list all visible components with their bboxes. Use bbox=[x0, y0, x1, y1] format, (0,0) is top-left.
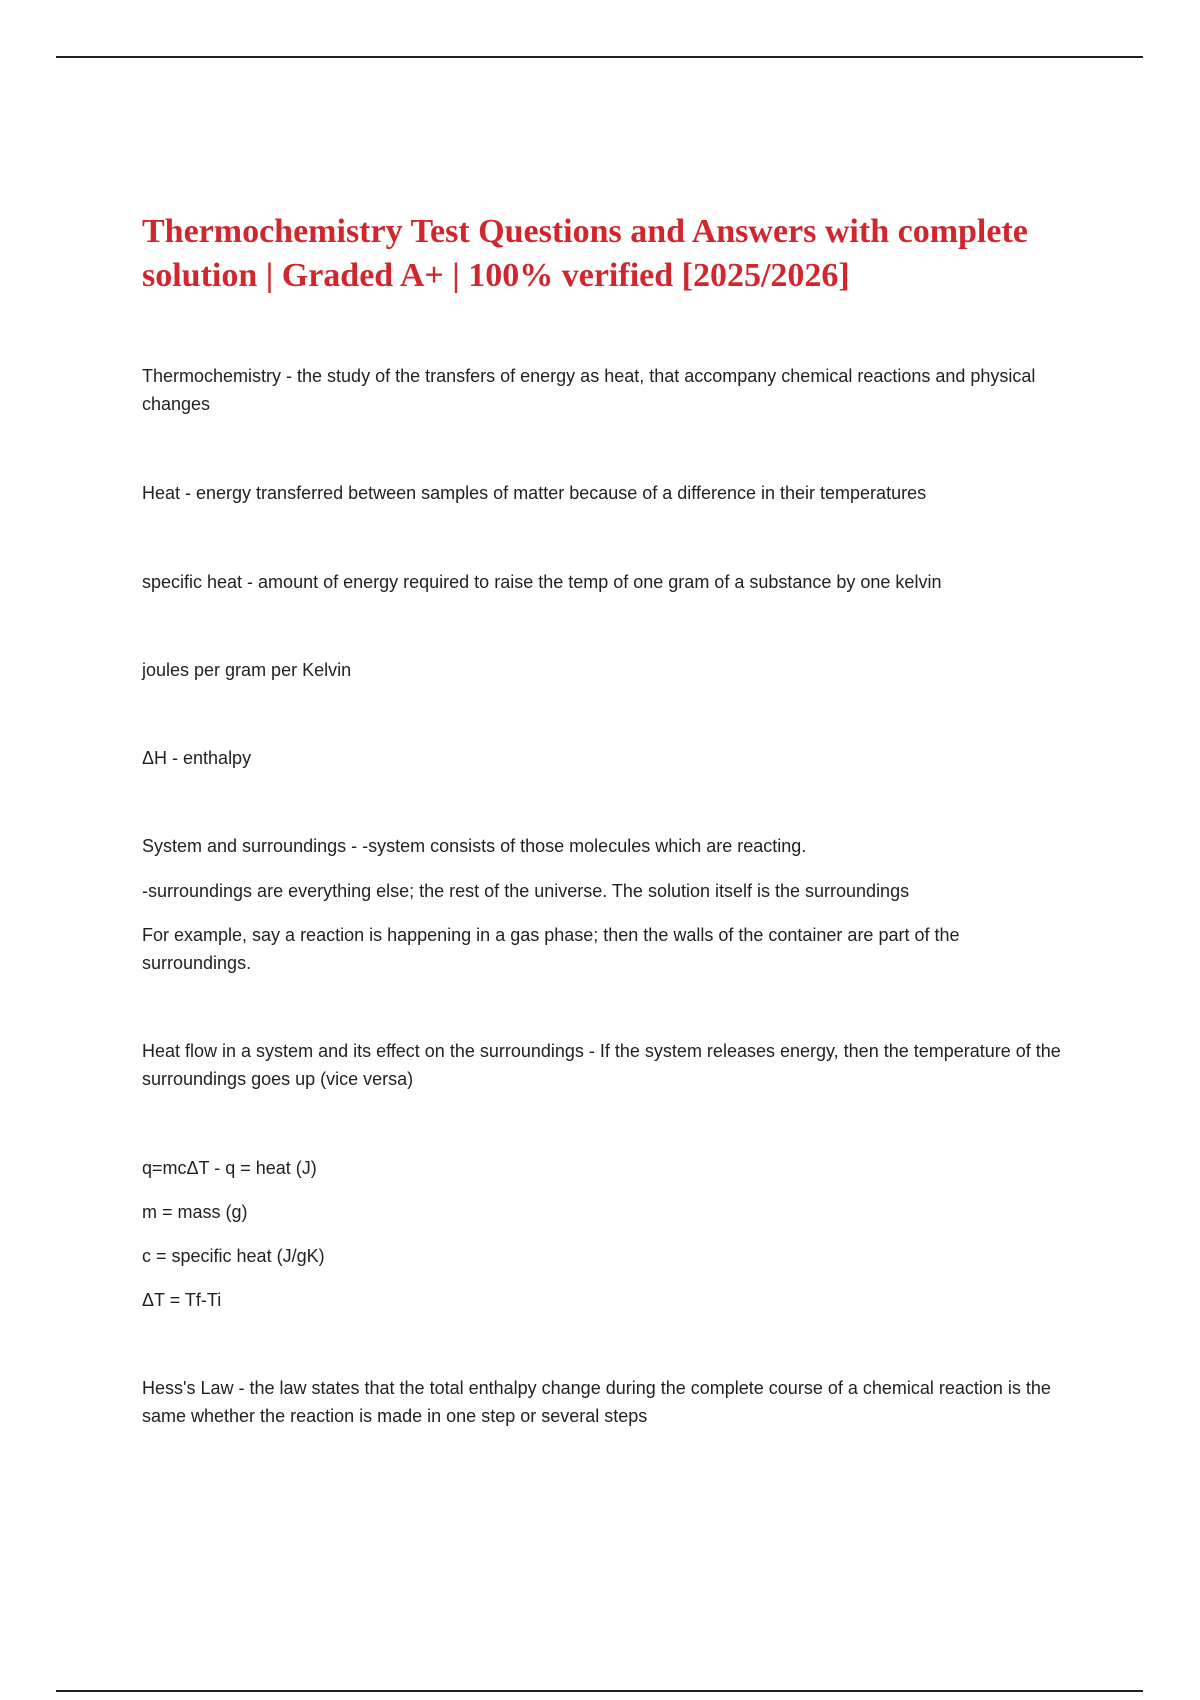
entry-delta-t: ΔT = Tf-Ti bbox=[142, 1290, 222, 1310]
entry-heat: Heat - energy transferred between samples of matter because of a difference in their temperatures bbox=[142, 483, 927, 503]
entry-thermochemistry: Thermochemistry - the study of the transfers of energy as heat, that accompany chemical reactions and physical changes bbox=[142, 366, 1036, 414]
entry-enthalpy: ΔH - enthalpy bbox=[142, 748, 252, 768]
entry-units: joules per gram per Kelvin bbox=[142, 660, 352, 680]
entry-mass: m = mass (g) bbox=[142, 1202, 248, 1222]
entry-hess-law: Hess's Law - the law states that the total enthalpy change during the complete course of a chemical reaction is the same whether the reaction is made in one step or several steps bbox=[142, 1378, 1051, 1426]
entry-example: For example, say a reaction is happening in a gas phase; then the walls of the container are part of the surroundings. bbox=[142, 925, 960, 973]
entry-surroundings-detail: -surroundings are everything else; the rest of the universe. The solution itself is the surroundings bbox=[142, 881, 910, 901]
entry-specific-heat: specific heat - amount of energy required to raise the temp of one gram of a substance by one kelvin bbox=[142, 572, 942, 592]
entry-specific-heat-unit: c = specific heat (J/gK) bbox=[142, 1246, 325, 1266]
entry-system-surroundings: System and surroundings - -system consists of those molecules which are reacting. bbox=[142, 836, 807, 856]
footer-rule bbox=[56, 1690, 1143, 1692]
document-title: Thermochemistry Test Questions and Answers with complete solution | Graded A+ | 100% verified [2025/2026] bbox=[142, 213, 1028, 294]
entry-formula: q=mcΔT - q = heat (J) bbox=[142, 1158, 317, 1178]
header-rule bbox=[56, 56, 1143, 58]
entry-heat-flow: Heat flow in a system and its effect on the surroundings - If the system releases energy, then the temperature of the surroundings goes up (vice versa) bbox=[142, 1041, 1061, 1089]
